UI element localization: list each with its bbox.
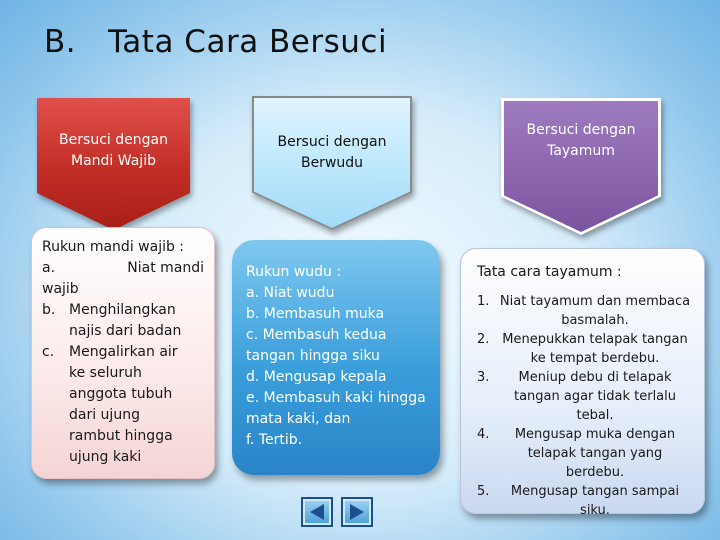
page-title-text: Tata Cara Bersuci [108,24,388,60]
section-mandi-wajib-chevron [37,98,190,230]
previous-slide-button[interactable] [301,497,333,527]
list-item [42,342,204,468]
list-item: b. Membasuh muka [246,306,385,322]
list-item [477,292,692,330]
list-item: d. Mengusap kepala [246,369,387,385]
list-item: f. Tertib. [246,432,303,448]
list-item [42,258,204,300]
page-title [44,24,387,60]
list-item [477,482,692,520]
next-slide-button[interactable] [341,497,373,527]
list-text: Menepukkan telapak tangan ke tempat berdebu. [502,332,688,366]
previous-slide-icon [308,503,326,521]
list-marker: 5. [477,484,490,499]
mandi-wajib-card [31,227,215,479]
wudu-title: Rukun wudu : [246,264,342,280]
list-item: e. Membasuh kaki hingga mata kaki, dan [246,390,426,427]
list-text: Niat mandi [127,260,204,276]
list-text: Mengusap muka dengan telapak tangan yang berdebu. [514,427,676,480]
list-marker: c. [42,344,55,360]
next-slide-icon [348,503,366,521]
list-text: Menghilangkan najis dari badan [69,302,182,339]
section-mandi-wajib-label: Bersuci dengan Mandi Wajib [59,132,168,169]
list-item: c. Membasuh kedua tangan hingga siku [246,327,387,364]
list-marker: 3. [477,370,490,385]
tayamum-title: Tata cara tayamum : [477,264,622,280]
list-text: Mengusap tangan sampai siku. [510,484,680,518]
list-item [477,330,692,368]
mandi-wajib-title: Rukun mandi wajib : [42,239,185,255]
list-marker: 1. [477,294,490,309]
section-letter: B. [44,24,77,60]
list-item [42,300,204,342]
wudu-card [232,240,440,475]
list-text: Mengalirkan air ke seluruh anggota tubuh dari ujung rambut hingga ujung kaki [69,344,178,465]
list-text: Meniup debu di telapak tangan agar tidak terlalu tebal. [513,370,676,423]
section-tayamum-chevron [501,98,661,235]
list-marker: a. [42,260,56,276]
tayamum-card [460,248,705,518]
list-item [477,425,692,482]
list-item: a. Niat wudu [246,285,335,301]
list-text: wajib [42,281,79,297]
section-berwudu-chevron [252,96,412,230]
list-marker: 4. [477,427,490,442]
list-marker: 2. [477,332,490,347]
list-item [477,368,692,425]
section-berwudu-label: Bersuci dengan Berwudu [277,134,387,171]
list-text: Niat tayamum dan membaca basmalah. [499,294,691,328]
section-tayamum-label: Bersuci dengan Tayamum [526,122,636,159]
list-marker: b. [42,302,56,318]
